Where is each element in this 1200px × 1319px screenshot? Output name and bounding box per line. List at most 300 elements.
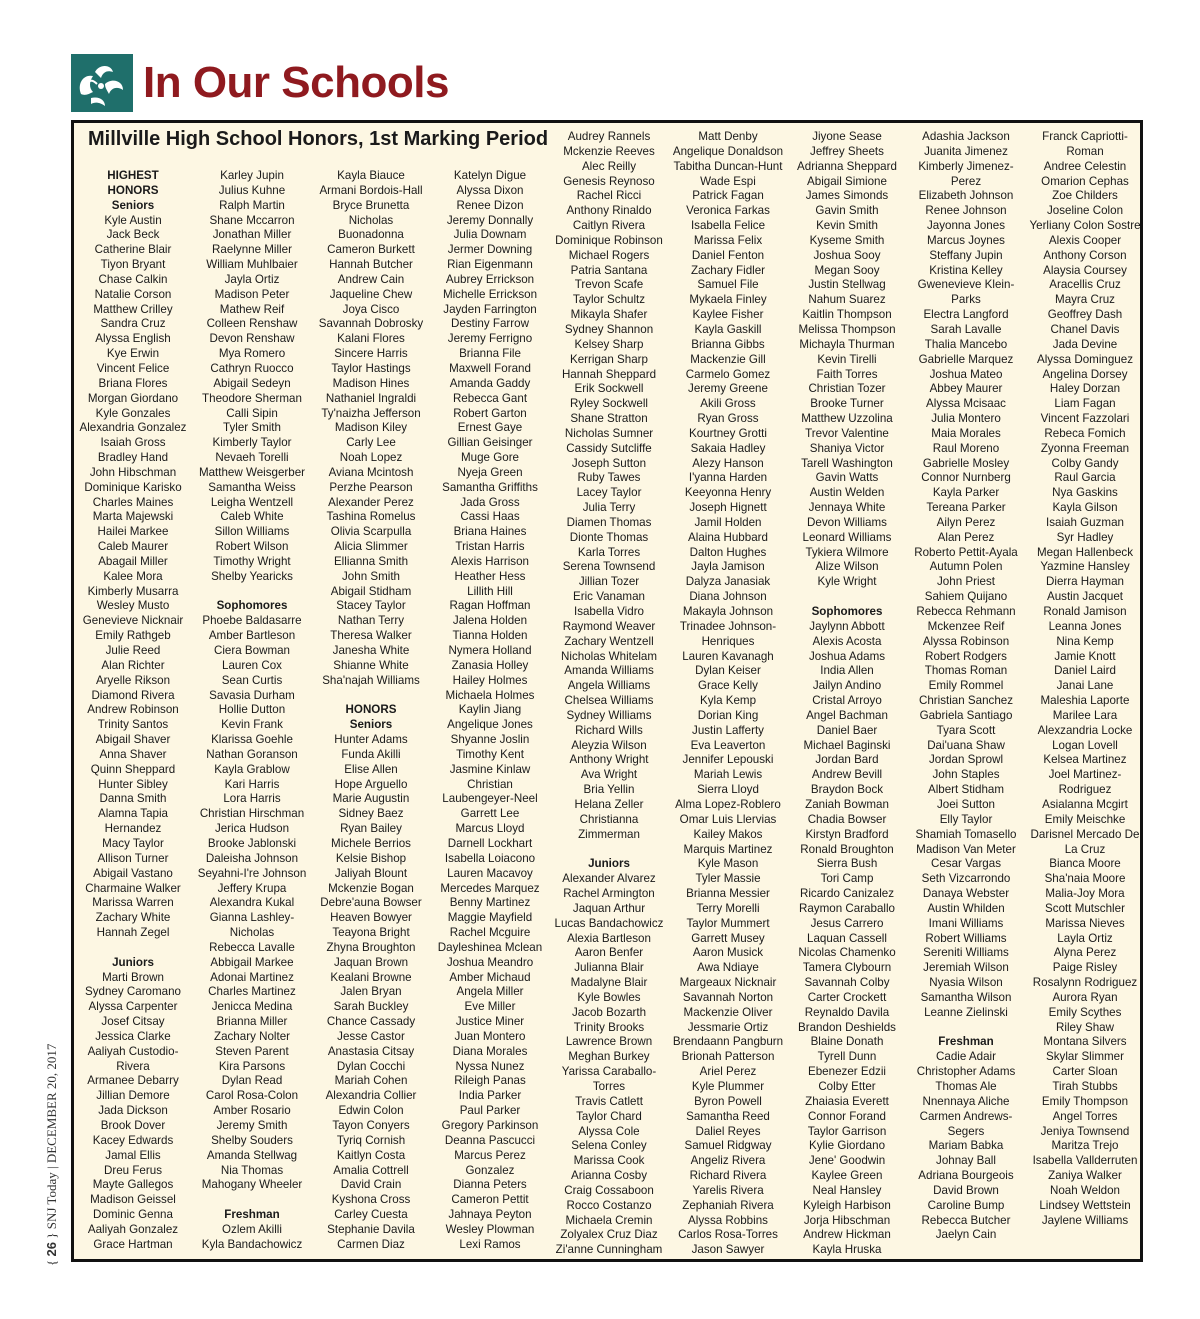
student-name: Diana Morales bbox=[452, 1044, 528, 1058]
student-name: Jeffery Krupa bbox=[217, 881, 287, 895]
student-name: Rileigh Panas bbox=[454, 1074, 526, 1088]
student-name: Alexia Bartleson bbox=[567, 931, 651, 945]
student-name: Chadia Bowser bbox=[807, 812, 887, 826]
spacer bbox=[551, 843, 667, 858]
student-name: Marcus Joynes bbox=[927, 233, 1005, 247]
student-name: Paul Parker bbox=[459, 1104, 521, 1118]
student-name: Marie Augustin bbox=[332, 792, 410, 806]
names-column-8 bbox=[908, 130, 1024, 1243]
student-name: Madalyne Blair bbox=[570, 976, 648, 990]
student-name: Zephaniah Rivera bbox=[682, 1198, 774, 1212]
student-name: Trevon Scafe bbox=[574, 278, 644, 292]
student-name: Alan Richter bbox=[101, 658, 165, 672]
student-name: Alyssa English bbox=[95, 332, 171, 346]
student-name: Segers bbox=[947, 1124, 985, 1138]
student-name: Christian Hirschman bbox=[199, 807, 305, 821]
student-name: Jiyone Sease bbox=[812, 130, 882, 143]
student-name: Timothy Kent bbox=[456, 747, 524, 761]
student-name: Zolyalex Cruz Diaz bbox=[560, 1228, 658, 1242]
student-name: Tabitha Duncan-Hunt bbox=[673, 159, 783, 173]
student-name: Steffany Jupin bbox=[929, 248, 1003, 262]
student-name: Angelique Jones bbox=[447, 718, 533, 732]
student-name: Alezy Hanson bbox=[692, 456, 764, 470]
names-column-4 bbox=[432, 169, 548, 1253]
student-name: Kyle Austin bbox=[104, 213, 162, 227]
student-name: Jeniya Townsend bbox=[1040, 1124, 1130, 1138]
student-name: Rian Eigenmann bbox=[447, 258, 533, 272]
article-title: Millville High School Honors, 1st Marking Period bbox=[88, 128, 549, 150]
student-name: Robert Rodgers bbox=[925, 649, 1007, 663]
student-name: Kelsie Bishop bbox=[335, 851, 407, 865]
student-name: Makayla Johnson bbox=[682, 605, 774, 618]
student-name: Carter Crockett bbox=[807, 990, 887, 1004]
student-name: Paige Risley bbox=[1052, 961, 1118, 975]
student-name: Rosalynn Rodriguez bbox=[1032, 976, 1138, 990]
student-name: Andrew Robinson bbox=[87, 703, 179, 717]
student-name: Jennifer Lepouski bbox=[682, 753, 774, 767]
student-name: William Muhlbaier bbox=[206, 258, 298, 272]
student-name: Marta Majewski bbox=[92, 510, 174, 524]
student-name: Raelynne Miller bbox=[212, 243, 292, 257]
student-name: Kye Erwin bbox=[106, 347, 160, 361]
student-name: Kristina Kelley bbox=[929, 263, 1003, 277]
student-name: Tirah Stubbs bbox=[1052, 1080, 1118, 1093]
student-name: Michele Berrios bbox=[331, 836, 411, 850]
student-name: Bria Yellin bbox=[583, 783, 635, 797]
student-name: Tianna Holden bbox=[452, 629, 528, 643]
student-name: Alexzandria Locke bbox=[1037, 723, 1133, 737]
student-name: Wesley Plowman bbox=[445, 1222, 535, 1236]
student-name: Muge Gore bbox=[461, 451, 519, 465]
student-name: Raul Garcia bbox=[1054, 471, 1116, 485]
spacer bbox=[908, 1021, 1024, 1036]
publication-name: SNJ Today bbox=[44, 1172, 59, 1230]
student-name: Rebecca Lavalle bbox=[209, 940, 295, 954]
student-name: Alexis Cooper bbox=[1048, 233, 1122, 247]
student-name: Nicolas Chamenko bbox=[798, 946, 896, 960]
student-name: Morgan Giordano bbox=[87, 391, 179, 405]
student-name: Rachel Mcguire bbox=[449, 926, 531, 940]
student-name: Tykiera Wilmore bbox=[805, 545, 889, 559]
student-name: Mathew Reif bbox=[219, 302, 285, 316]
student-name: Matthew Crilley bbox=[93, 302, 173, 316]
student-name: Emily Scythes bbox=[1048, 1005, 1122, 1019]
student-name: Emily Meischke bbox=[1044, 812, 1126, 826]
page-footer: { 26 } SNJ Today | DECEMBER 20, 2017 bbox=[44, 1043, 59, 1266]
student-name: Awa Ndiaye bbox=[697, 961, 759, 975]
student-name: Dianna Peters bbox=[453, 1178, 527, 1192]
student-name: Mackenzie Oliver bbox=[683, 1005, 773, 1019]
student-name: Mayra Cruz bbox=[1055, 293, 1115, 307]
school-crest-icon bbox=[71, 54, 133, 112]
names-column-6 bbox=[670, 130, 786, 1258]
student-name: Cassi Haas bbox=[460, 510, 520, 524]
student-name: Daniel Fenton bbox=[691, 248, 765, 262]
student-name: Gabrielle Marquez bbox=[918, 352, 1014, 366]
student-name: Dylan Keiser bbox=[695, 664, 761, 678]
student-name: Brook Dover bbox=[100, 1119, 166, 1132]
student-name: Matthew Weisgerber bbox=[198, 465, 306, 479]
student-name: Sillon Williams bbox=[214, 525, 290, 539]
student-name: Sydney Williams bbox=[566, 708, 652, 722]
student-name: Taylor Chard bbox=[576, 1109, 642, 1123]
student-name: Autumn Polen bbox=[929, 560, 1003, 574]
student-name: Jorja Hibschman bbox=[803, 1213, 891, 1227]
student-name: Briana Flores bbox=[98, 376, 168, 390]
student-name: Rebecca Rehmann bbox=[916, 605, 1016, 618]
student-name: Michael Rogers bbox=[568, 248, 650, 262]
student-name: Nyssa Nunez bbox=[455, 1059, 525, 1073]
student-name: Joseline Colon bbox=[1046, 204, 1124, 218]
student-name: Chanel Davis bbox=[1050, 322, 1120, 336]
spacer bbox=[194, 1193, 310, 1208]
student-name: Cassidy Sutcliffe bbox=[566, 441, 652, 455]
student-name: Sidney Baez bbox=[338, 807, 404, 821]
student-name: Lexi Ramos bbox=[459, 1237, 521, 1251]
student-name: Zhaiasia Everett bbox=[805, 1094, 889, 1108]
student-name: Blaine Donath bbox=[810, 1035, 884, 1049]
student-name: Omar Luis Llervias bbox=[679, 812, 777, 826]
student-name: Savasia Durham bbox=[209, 688, 295, 702]
student-name: Jeremy Smith bbox=[216, 1119, 288, 1132]
student-name: Cameron Burkett bbox=[327, 243, 415, 257]
student-name: Hannah Butcher bbox=[329, 258, 413, 272]
student-name: Perzhe Pearson bbox=[329, 480, 413, 494]
student-name: I'yanna Harden bbox=[688, 471, 768, 485]
student-name: Aaliyah Custodio- bbox=[87, 1044, 179, 1058]
student-name: Yarelis Rivera bbox=[692, 1183, 764, 1197]
student-name: Reynaldo Davila bbox=[804, 1005, 890, 1019]
student-name: Richard Wills bbox=[575, 723, 643, 737]
student-name: Jaylene Williams bbox=[1041, 1213, 1129, 1227]
student-name: Tarell Washington bbox=[801, 456, 893, 470]
student-name: Rodriguez bbox=[1058, 783, 1112, 797]
student-name: Thomas Ale bbox=[935, 1080, 997, 1093]
student-name: Electra Langford bbox=[923, 308, 1009, 322]
student-name: Andrew Cain bbox=[337, 272, 405, 286]
student-name: Eve Miller bbox=[464, 1000, 516, 1014]
student-name: Rebecca Gant bbox=[452, 391, 528, 405]
group-heading: Seniors bbox=[111, 198, 155, 212]
student-name: Jada Gross bbox=[460, 495, 520, 509]
student-name: Carley Cuesta bbox=[334, 1208, 408, 1222]
student-name: Julie Reed bbox=[105, 644, 161, 657]
group-heading: Sophomores bbox=[811, 605, 883, 618]
student-name: Joel Martinez- bbox=[1048, 768, 1122, 782]
section-heading: In Our Schools bbox=[143, 58, 449, 107]
student-name: Ryan Gross bbox=[697, 412, 759, 426]
student-name: Alyssa Dixon bbox=[456, 183, 524, 197]
student-name: Chase Calkin bbox=[98, 272, 168, 286]
student-name: Sydney Shannon bbox=[564, 322, 654, 336]
student-name: Cristal Arroyo bbox=[812, 694, 882, 708]
student-name: Hernandez bbox=[104, 822, 162, 836]
student-name: Debre'auna Bowser bbox=[320, 896, 422, 910]
student-name: Eva Leaverton bbox=[690, 738, 766, 752]
student-name: Leanne Zielinski bbox=[924, 1005, 1008, 1019]
student-name: Phoebe Baldasarre bbox=[202, 614, 302, 628]
student-name: Hollie Dutton bbox=[218, 703, 286, 717]
student-name: Sarah Buckley bbox=[333, 1000, 409, 1014]
student-name: Jasmine Kinlaw bbox=[449, 762, 531, 776]
student-name: Gregory Parkinson bbox=[441, 1119, 539, 1132]
student-name: Marilee Lara bbox=[1052, 708, 1118, 722]
student-name: Kaitlyn Costa bbox=[336, 1148, 406, 1162]
student-name: Madison Geissel bbox=[90, 1193, 176, 1207]
student-name: Danna Smith bbox=[99, 792, 167, 806]
student-name: Mckenzie Reeves bbox=[563, 144, 655, 158]
student-name: Dominique Robinson bbox=[555, 233, 663, 247]
student-name: Dalyza Janasiak bbox=[685, 575, 771, 589]
student-name: Kyleigh Harbison bbox=[803, 1198, 891, 1212]
student-name: Allison Turner bbox=[97, 851, 169, 865]
student-name: Janesha White bbox=[332, 644, 410, 657]
student-name: Kirstyn Bradford bbox=[805, 827, 889, 841]
student-name: Samantha Griffiths bbox=[442, 480, 538, 494]
student-name: Brooke Jablonski bbox=[207, 836, 297, 850]
student-name: Samantha Wilson bbox=[920, 990, 1012, 1004]
student-name: James Simonds bbox=[805, 189, 889, 203]
spacer bbox=[75, 941, 191, 956]
student-name: Kimberly Taylor bbox=[212, 436, 292, 450]
student-name: Mayte Gallegos bbox=[92, 1178, 174, 1192]
student-name: Joseph Sutton bbox=[571, 456, 647, 470]
student-name: Christian Tozer bbox=[808, 382, 886, 396]
student-name: Kealani Browne bbox=[330, 970, 412, 984]
student-name: Ailyn Perez bbox=[936, 515, 996, 529]
student-name: Jessmarie Ortiz bbox=[687, 1020, 769, 1034]
student-name: Dylan Cocchi bbox=[336, 1059, 406, 1073]
student-name: Jamal Ellis bbox=[105, 1148, 161, 1162]
student-name: Dayleshinea Mclean bbox=[437, 940, 543, 954]
student-name: Stephanie Davila bbox=[327, 1222, 415, 1236]
issue-date: DECEMBER 20, 2017 bbox=[44, 1043, 59, 1164]
student-name: Colleen Renshaw bbox=[206, 317, 298, 331]
student-name: Alaina Hubbard bbox=[688, 530, 768, 544]
student-name: Malia-Joy Mora bbox=[1045, 887, 1125, 901]
student-name: Kira Parsons bbox=[218, 1059, 286, 1073]
student-name: Nia Thomas bbox=[220, 1163, 284, 1177]
student-name: Taylor Schultz bbox=[572, 293, 646, 307]
student-name: Gillian Geisinger bbox=[447, 436, 533, 450]
student-name: Jeffrey Sheets bbox=[810, 144, 884, 158]
student-name: Sha'najah Williams bbox=[322, 673, 420, 687]
student-name: Mercedes Marquez bbox=[440, 881, 540, 895]
student-name: Mariam Babka bbox=[928, 1139, 1004, 1153]
student-name: Jalena Holden bbox=[452, 614, 528, 628]
student-name: Lacey Taylor bbox=[576, 486, 642, 500]
student-name: Kyle Mason bbox=[697, 857, 759, 871]
student-name: Julia Montero bbox=[931, 412, 1001, 426]
student-name: Sahiem Quijano bbox=[924, 590, 1008, 604]
student-name: Ernest Gaye bbox=[457, 421, 523, 435]
student-name: Sarah Lavalle bbox=[930, 322, 1002, 336]
student-name: Sierra Bush bbox=[816, 857, 878, 871]
student-name: Devon Williams bbox=[807, 515, 887, 529]
student-name: Kourtney Grotti bbox=[689, 426, 767, 440]
student-name: Marquis Martinez bbox=[683, 842, 773, 856]
student-name: Tyler Smith bbox=[223, 421, 281, 435]
student-name: Dominique Karisko bbox=[84, 480, 182, 494]
student-name: Aracellis Cruz bbox=[1049, 278, 1121, 292]
student-name: Alize Wilson bbox=[815, 560, 879, 574]
student-name: Madison Van Meter bbox=[916, 842, 1016, 856]
student-name: Jayonna Jones bbox=[927, 219, 1005, 233]
student-name: Hunter Adams bbox=[334, 733, 408, 747]
student-name: Alamna Tapia bbox=[97, 807, 169, 821]
student-name: Carmelo Gomez bbox=[685, 367, 771, 381]
student-name: Carol Rosa-Colon bbox=[205, 1089, 299, 1103]
student-name: Abigail Simione bbox=[807, 174, 887, 188]
student-name: Maleshia Laporte bbox=[1040, 694, 1130, 708]
student-name: Emily Rommel bbox=[928, 679, 1004, 693]
student-name: Abigail Shaver bbox=[95, 733, 171, 747]
student-name: Madison Hines bbox=[332, 376, 410, 390]
student-name: Jermer Downing bbox=[447, 243, 533, 257]
student-name: Nicholas bbox=[348, 213, 394, 227]
student-name: Danaya Webster bbox=[922, 887, 1010, 901]
student-name: Andrew Hickman bbox=[803, 1228, 891, 1242]
student-name: Jeremy Ferrigno bbox=[447, 332, 533, 346]
student-name: Angela Williams bbox=[567, 679, 651, 693]
student-name: Isabella Loiacono bbox=[444, 851, 536, 865]
student-name: Sierra Lloyd bbox=[697, 783, 759, 797]
student-name: Neal Hansley bbox=[812, 1183, 882, 1197]
student-name: Roman bbox=[1066, 144, 1104, 158]
student-name: Amanda Gaddy bbox=[449, 376, 531, 390]
student-name: Carmen Andrews- bbox=[919, 1109, 1013, 1123]
student-name: Christian bbox=[467, 777, 513, 791]
student-name: Carter Sloan bbox=[1052, 1065, 1118, 1079]
student-name: Tiyon Bryant bbox=[100, 258, 166, 272]
student-name: Mya Romero bbox=[218, 347, 286, 361]
student-name: Kayla Parker bbox=[932, 486, 1000, 500]
student-name: Joya Cisco bbox=[342, 302, 400, 316]
student-name: Erik Sockwell bbox=[574, 382, 644, 396]
student-name: Tori Camp bbox=[820, 872, 874, 886]
student-name: Matthew Uzzolina bbox=[801, 412, 893, 426]
student-name: Shane Mccarron bbox=[209, 213, 295, 227]
student-name: Faith Torres bbox=[816, 367, 878, 381]
student-name: Selena Conley bbox=[571, 1139, 647, 1153]
student-name: Grace Hartman bbox=[93, 1237, 173, 1251]
student-name: Craig Cossaboon bbox=[564, 1183, 654, 1197]
student-name: Michael Baginski bbox=[803, 738, 891, 752]
student-name: Aaliyah Gonzalez bbox=[87, 1222, 179, 1236]
student-name: Vincent Felice bbox=[96, 361, 170, 375]
student-name: Kyla Kemp bbox=[699, 694, 757, 708]
student-name: Alan Perez bbox=[937, 530, 995, 544]
student-name: Angelique Donaldson bbox=[672, 144, 784, 158]
student-name: Trinity Brooks bbox=[573, 1020, 645, 1034]
student-name: Karley Jupin bbox=[220, 169, 284, 182]
student-name: Veronica Farkas bbox=[686, 204, 770, 218]
student-name: Darnell Lockhart bbox=[447, 836, 533, 850]
student-name: Kelsey Sharp bbox=[574, 337, 644, 351]
student-name: Amanda Williams bbox=[564, 664, 654, 678]
student-name: Eric Vanaman bbox=[573, 590, 645, 604]
student-name: Travis Catlett bbox=[575, 1094, 643, 1108]
student-name: Shaniya Victor bbox=[809, 441, 885, 455]
student-name: Garrett Musey bbox=[691, 931, 765, 945]
student-name: Armani Bordois-Hall bbox=[319, 183, 423, 197]
student-name: Alaysia Coursey bbox=[1043, 263, 1127, 277]
student-name: John Priest bbox=[937, 575, 995, 589]
student-name: Wade Espi bbox=[700, 174, 756, 188]
student-name: Terry Morelli bbox=[696, 901, 760, 915]
student-name: Ragan Hoffman bbox=[449, 599, 531, 613]
student-name: Ronald Broughton bbox=[800, 842, 894, 856]
student-name: Devon Renshaw bbox=[209, 332, 295, 346]
leaf-ornament-icon bbox=[71, 54, 133, 112]
student-name: Jaliyah Blount bbox=[334, 866, 408, 880]
student-name: Joei Sutton bbox=[936, 797, 995, 811]
student-name: Nevaeh Torelli bbox=[215, 451, 289, 465]
student-name: Jayla Ortiz bbox=[224, 272, 280, 286]
student-name: Lauren Macavoy bbox=[447, 866, 533, 880]
student-name: David Crain bbox=[340, 1178, 402, 1192]
student-name: Zachary Fidler bbox=[690, 263, 766, 277]
student-name: Theresa Walker bbox=[330, 629, 412, 643]
student-name: Shianne White bbox=[333, 658, 409, 672]
student-name: Imani Williams bbox=[928, 916, 1004, 930]
student-name: Alyssa Dominguez bbox=[1036, 352, 1133, 366]
student-name: Nyasia Wilson bbox=[929, 976, 1003, 990]
spacer bbox=[313, 689, 429, 704]
student-name: Lora Harris bbox=[223, 792, 281, 806]
student-name: Brendaann Pangburn bbox=[672, 1035, 784, 1049]
student-name: Carlos Rosa-Torres bbox=[678, 1228, 778, 1242]
student-name: Christian Sanchez bbox=[918, 694, 1014, 708]
student-name: Destiny Farrow bbox=[451, 317, 529, 331]
student-name: Charmaine Walker bbox=[85, 881, 181, 895]
student-name: Taylor Hastings bbox=[331, 361, 411, 375]
student-name: Mikayla Shafer bbox=[570, 308, 648, 322]
student-name: Alexander Perez bbox=[328, 495, 414, 509]
student-name: Michayla Thurman bbox=[799, 337, 895, 351]
student-name: Aaron Musick bbox=[692, 946, 764, 960]
student-name: Christopher Adams bbox=[916, 1065, 1016, 1079]
student-name: Omarion Cephas bbox=[1041, 174, 1129, 188]
student-name: Justin Stellwag bbox=[808, 278, 886, 292]
student-name: Colby Etter bbox=[818, 1080, 876, 1093]
student-name: Rachel Armington bbox=[563, 887, 655, 901]
student-name: Melissa Thompson bbox=[798, 322, 896, 336]
student-name: Tayon Conyers bbox=[332, 1119, 410, 1132]
student-name: Aaron Benfer bbox=[574, 946, 644, 960]
student-name: Caroline Bump bbox=[927, 1198, 1005, 1212]
student-name: Jeremy Greene bbox=[688, 382, 768, 396]
student-name: Patria Santana bbox=[570, 263, 648, 277]
student-name: Franck Capriotti- bbox=[1042, 130, 1128, 143]
student-name: Isabella Vallderruten bbox=[1032, 1154, 1138, 1168]
student-name: Justice Miner bbox=[455, 1015, 525, 1029]
student-name: Lindsey Wettstein bbox=[1039, 1198, 1131, 1212]
student-name: Chelsea Williams bbox=[564, 694, 654, 708]
student-name: Andree Celestin bbox=[1043, 159, 1127, 173]
student-name: Audrey Rannels bbox=[567, 130, 651, 143]
student-name: Tashina Romelus bbox=[326, 510, 416, 524]
student-name: Robert Wilson bbox=[215, 540, 289, 554]
student-name: Liam Fagan bbox=[1054, 397, 1116, 411]
student-name: Sha'naia Moore bbox=[1044, 872, 1126, 886]
student-name: Jonathan Miller bbox=[212, 228, 292, 242]
student-name: Nathaniel Ingraldi bbox=[325, 391, 417, 405]
student-name: Amalia Cottrell bbox=[333, 1163, 409, 1177]
student-name: Lawrence Brown bbox=[565, 1035, 653, 1049]
student-name: Charles Maines bbox=[92, 495, 174, 509]
student-name: Jene' Goodwin bbox=[808, 1154, 886, 1168]
